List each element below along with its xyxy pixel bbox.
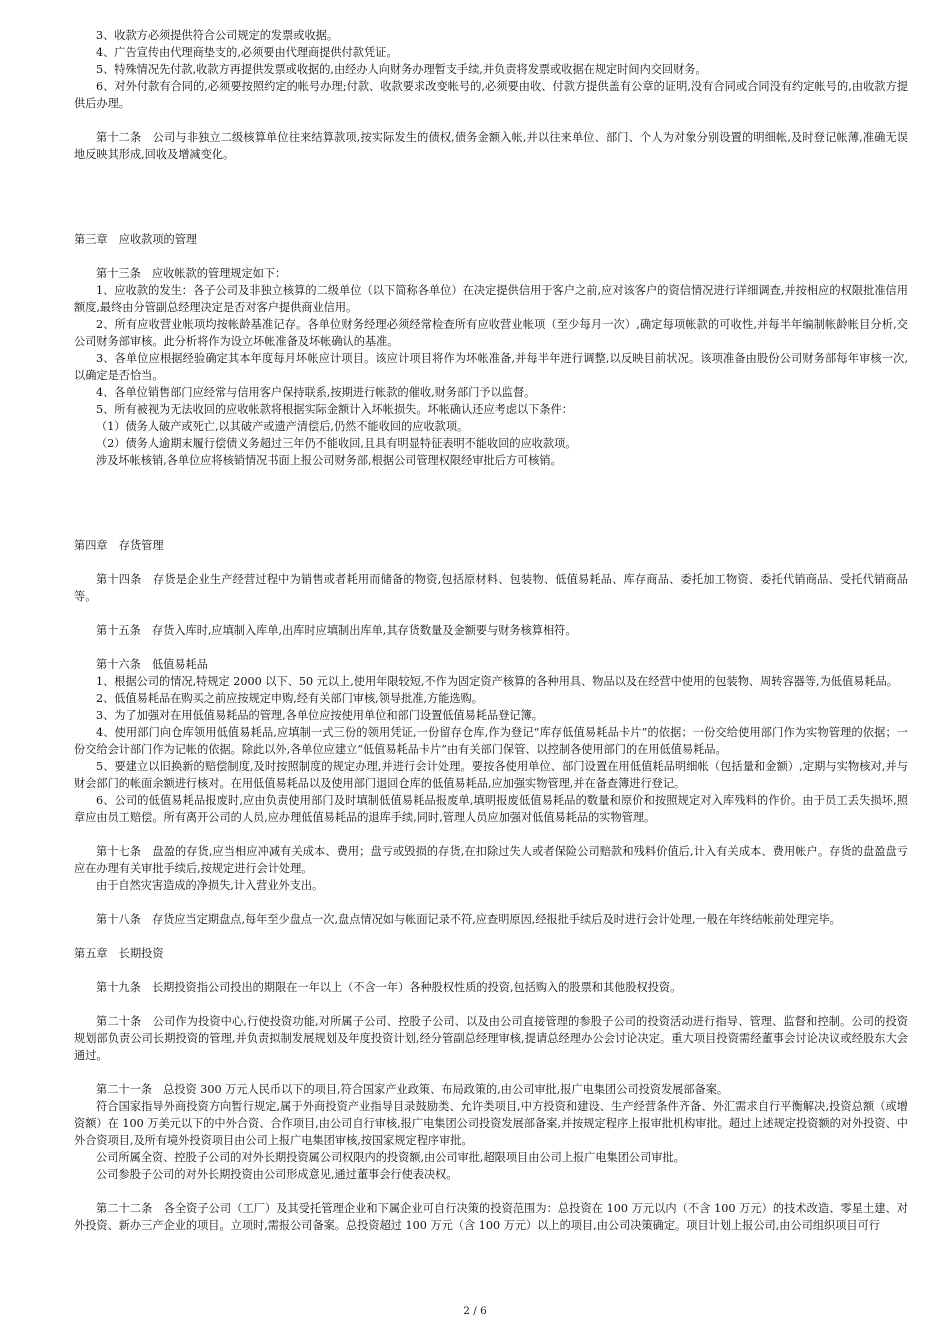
page-number: 2 / 6 bbox=[463, 1305, 487, 1317]
article-13-writeoff: 涉及坏帐核销,各单位应将核销情况书面上报公司财务部,根据公司管理权限经审批后方可核销。 bbox=[96, 454, 562, 467]
article-21-foreign: 符合国家指导外商投资方向暂行规定,属于外商投资产业指导目录鼓励类、允许类项目,中方投资和建设、生产经营条件齐备、外汇需求自行平衡解决,投资总额（或增资额）在 100 万美元以下的中外合资、合作项目,由公司自行审核,报广电集团公司投资发展部备案,并按规定程序上报审批机构审批。超过上述规定投资额的对外投资、中外合资项目,及所有境外投资项目由公司上报广电集团审核,按国家规定程序审批。 bbox=[74, 1100, 908, 1147]
article-16-item-6: 6、公司的低值易耗品报废时,应由负责使用部门及时填制低值易耗品报废单,填明报废低值易耗品的数量和原价和按照规定对入库残料的作价。由于员工丢失损坏,照章应由员工赔偿。所有离开公司的人员,应办理低值易耗品的退库手续,同时,管理人员应加强对低值易耗品的实物管理。 bbox=[74, 794, 908, 824]
chapter-3-heading: 第三章 应收款项的管理 bbox=[74, 233, 198, 246]
article-21: 第二十一条 总投资 300 万元人民币以下的项目,符合国家产业政策、布局政策的,由公司审批,报广电集团公司投资发展部备案。 bbox=[96, 1083, 729, 1096]
article-17: 第十七条 盘盈的存货,应当相应冲减有关成本、费用；盘亏或毁损的存货,在扣除过失人或者保险公司赔款和残料价值后,计入有关成本、费用帐户。存货的盘盈盘亏应在办理有关审批手续后,按规定进行会计处理。 bbox=[74, 845, 908, 875]
article-14: 第十四条 存货是企业生产经营过程中为销售或者耗用而储备的物资,包括原材料、包装物、低值易耗品、库存商品、委托加工物资、委托代销商品、受托代销商品等。 bbox=[74, 573, 908, 603]
clause-item-3: 3、收款方必须提供符合公司规定的发票或收据。 bbox=[96, 29, 339, 42]
article-12: 第十二条 公司与非独立二级核算单位往来结算款项,按实际发生的债权,债务金额入帐,并以往来单位、部门、个人为对象分别设置的明细帐,及时登记帐薄,准确无误地反映其形成,回收及增减变化。 bbox=[74, 131, 908, 161]
article-13-item-5: 5、所有被视为无法收回的应收帐款将根据实际金额计入坏帐损失。坏帐确认还应考虑以下条件： bbox=[96, 403, 573, 416]
article-13-item-2: 2、所有应收营业帐项均按帐龄基准记存。各单位财务经理必须经常检查所有应收营业帐项（至少每月一次）,确定每项帐款的可收性,并每半年编制帐龄帐目分析,交公司财务部审核。此分析将作为设立坏帐准备及坏帐确认的基准。 bbox=[74, 318, 908, 348]
page-content bbox=[74, 27, 908, 1234]
article-16-item-4: 4、使用部门向仓库领用低值易耗品,应填制一式三份的领用凭证,一份留存仓库,作为登记“库存低值易耗品卡片”的依据；一份交给使用部门作为实物管理的依据；一份交给会计部门作为记帐的依据。除此以外,各单位应建立“低值易耗品卡片”由有关部门保管、以控制各使用部门的在用低值易耗品。 bbox=[74, 726, 908, 756]
article-18: 第十八条 存货应当定期盘点,每年至少盘点一次,盘点情况如与帐面记录不符,应查明原因,经报批手续后及时进行会计处理,一般在年终结帐前处理完毕。 bbox=[96, 913, 841, 926]
clause-item-6: 6、对外付款有合同的,必须要按照约定的帐号办理;付款、收款要求改变帐号的,必须要由收、付款方提供盖有公章的证明,没有合同或合同没有约定帐号的,由收款方提供后办理。 bbox=[74, 80, 908, 110]
article-16-item-1: 1、根据公司的情况,特规定 2000 以下、50 元以上,使用年限较短,不作为固定资产核算的各种用具、物品以及在经营中使用的包装物、周转容器等,为低值易耗品。 bbox=[96, 675, 898, 688]
article-15: 第十五条 存货入库时,应填制入库单,出库时应填制出库单,其存货数量及金额要与财务核算相符。 bbox=[96, 624, 577, 637]
clause-item-5: 5、特殊情况先付款,收款方再提供发票或收据的,由经办人向财务办理暂支手续,并负责将发票或收据在规定时间内交回财务。 bbox=[96, 63, 707, 76]
article-21-subsidiary: 公司所属全资、控股子公司的对外长期投资属公司权限内的投资额,由公司审批,超限项目由公司上报广电集团公司审批。 bbox=[96, 1151, 685, 1164]
article-13-condition-2: （2）债务人逾期末履行偿债义务超过三年仍不能收回,且具有明显特征表明不能收回的应收款项。 bbox=[96, 437, 577, 450]
article-13: 第十三条 应收帐款的管理规定如下： bbox=[96, 267, 287, 280]
article-16-item-2: 2、低值易耗品在购买之前应按规定申购,经有关部门审核,领导批准,方能选购。 bbox=[96, 692, 483, 705]
article-13-item-1: 1、应收款的发生：各子公司及非独立核算的二级单位（以下简称各单位）在决定提供信用于客户之前,应对该客户的资信情况进行详细调查,并按相应的权限批准信用额度,最终由分管副总经理决定是否对客户提供商业信用。 bbox=[74, 284, 908, 314]
chapter-4-heading: 第四章 存货管理 bbox=[74, 539, 164, 552]
clause-item-4: 4、广告宣传由代理商垫支的,必须要由代理商提供付款凭证。 bbox=[96, 46, 398, 59]
article-16-item-3: 3、为了加强对在用低值易耗品的管理,各单位应按使用单位和部门设置低值易耗品登记簿。 bbox=[96, 709, 543, 722]
article-16: 第十六条 低值易耗品 bbox=[96, 658, 208, 671]
article-17-note: 由于自然灾害造成的净损失,计入营业外支出。 bbox=[96, 879, 324, 892]
chapter-5-heading: 第五章 长期投资 bbox=[74, 947, 164, 960]
article-13-item-4: 4、各单位销售部门应经常与信用客户保持联系,按期进行帐款的催收,财务部门予以监督。 bbox=[96, 386, 536, 399]
article-21-equity: 公司参股子公司的对外长期投资由公司形成意见,通过董事会行使表决权。 bbox=[96, 1168, 458, 1181]
article-16-item-5: 5、要建立以旧换新的赔偿制度,及时按照制度的规定办理,并进行会计处理。要按各使用单位、部门设置在用低值耗品明细帐（包括量和金额）,定期与实物核对,并与财会部门的帐面余额进行核对。在用低值易耗品以及使用部门退回仓库的低值易耗品,应加强实物管理,并在备查簿进行登记。 bbox=[74, 760, 908, 790]
article-22: 第二十二条 各全资子公司（工厂）及其受托管理企业和下属企业可自行决策的投资范围为：总投资在 100 万元以内（不含 100 万元）的技术改造、零星土建、对外投资、新办三产企业的项目。立项时,需报公司备案。总投资超过 100 万元（含 100 万元）以上的项目,由公司决策确定。项目计划上报公司,由公司组织项目可行 bbox=[74, 1202, 908, 1232]
article-13-item-3: 3、各单位应根据经验确定其本年度每月坏帐应计项目。该应计项目将作为坏帐准备,并每半年进行调整,以反映目前状况。该项准备由股份公司财务部每年审核一次,以确定是否恰当。 bbox=[74, 352, 908, 382]
article-19: 第十九条 长期投资指公司投出的期限在一年以上（不含一年）各种股权性质的投资,包括购入的股票和其他股权投资。 bbox=[96, 981, 682, 994]
article-13-condition-1: （1）债务人破产或死亡,以其破产或遗产清偿后,仍然不能收回的应收款项。 bbox=[96, 420, 469, 433]
article-20: 第二十条 公司作为投资中心,行使投资功能,对所属子公司、控股子公司、以及由公司直接管理的参股子公司的投资活动进行指导、管理、监督和控制。公司的投资规划部负责公司长期投资的管理,并负责拟制发展规划及年度投资计划,经分管副总经理审核,提请总经理办公会讨论决定。重大项目投资需经董事会讨论决议或经股东大会通过。 bbox=[74, 1015, 908, 1062]
